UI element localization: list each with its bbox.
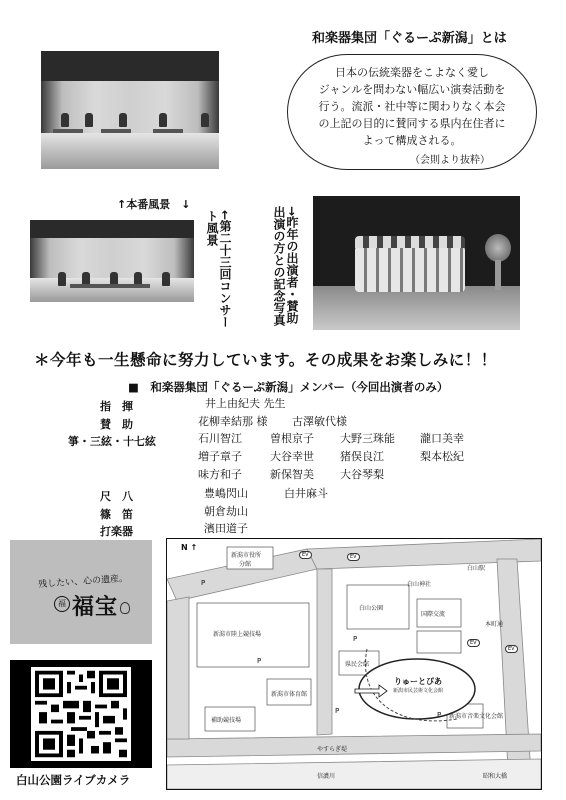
member-name: 大谷幸世: [270, 450, 314, 463]
parking-icon: P: [201, 579, 206, 587]
map-label-shrine: 白山神社: [407, 581, 432, 588]
live-camera-caption: 白山公園ライブカメラ: [16, 773, 131, 787]
about-line: ジャンルを問わない幅広い演奏活動を: [318, 83, 506, 96]
about-line: よって構成される。: [362, 134, 462, 147]
north-label: N: [181, 543, 188, 552]
map-ev-2: EV: [347, 553, 360, 561]
venue-label: [393, 676, 443, 694]
parking-icon: P: [437, 711, 442, 719]
live-camera-box: [10, 660, 152, 768]
about-line: の上記の目的に賛同する県内在住者に: [318, 117, 506, 130]
concert-scene-caption: ←第二十三回コンサート風景: [205, 210, 232, 329]
map-label-canal: やすらぎ堤: [317, 746, 348, 753]
headline: ＊今年も一生懸命に努力しています。その成果をお楽しみに！！: [34, 350, 497, 369]
ad-brand: 福宝: [72, 594, 119, 620]
member-name: 花柳幸結那 様: [198, 415, 268, 428]
member-name: 朝倉劫山: [204, 505, 248, 518]
map-label-river: 信濃川: [317, 773, 336, 780]
about-line: 行う。流派・社中等に関わりなく本会: [318, 100, 506, 113]
map-label-athletic-field: 新潟市陸上競技場: [213, 631, 262, 638]
members-title: ■ 和楽器集団「ぐるーぷ新潟」メンバー（今回出演者のみ）: [128, 380, 449, 394]
member-role: 打楽器: [100, 525, 133, 538]
map-label-hakusan-stn: 白山駅: [467, 565, 486, 572]
map-label-honmachi: 本町通: [485, 621, 504, 628]
member-role: 尺 八: [100, 490, 133, 503]
map-label-bridge: 昭和大橋: [483, 773, 508, 780]
concert-scene-photo: [30, 220, 194, 302]
map-label-music-hall: 新潟市音楽文化会館: [449, 713, 504, 720]
member-name: 井上由紀夫 先生: [205, 397, 286, 410]
member-name: 瀧口美幸: [420, 432, 464, 445]
member-role: 指 揮: [100, 400, 133, 413]
about-line: 日本の伝統楽器をこよなく愛し: [335, 66, 489, 79]
map-label-gym: 新潟市体育館: [271, 691, 308, 698]
member-name: 梨本松紀: [420, 450, 464, 463]
map-label-city-hall: 新潟市役所: [231, 552, 262, 559]
group-photo: [313, 196, 520, 330]
about-text: [298, 64, 526, 149]
map-label-aux-field: 補助競技場: [211, 717, 242, 724]
member-role: 賛 助: [100, 418, 133, 431]
member-name: 白井麻斗: [284, 487, 328, 500]
member-name: 新保智美: [270, 468, 314, 481]
member-role: 篠 笛: [100, 508, 133, 521]
map-label-annex: 国際交流: [421, 611, 446, 618]
ad-slogan: 残したい、心の遺産。: [37, 573, 129, 591]
member-name: 大野三珠能: [340, 432, 395, 445]
parking-icon: P: [257, 657, 262, 665]
parking-icon: P: [353, 635, 358, 643]
qr-code-icon: [31, 667, 131, 761]
north-indicator: N ↑: [181, 543, 198, 552]
map-ev-3: EV: [467, 639, 480, 647]
member-name: 増子章子: [198, 450, 242, 463]
group-photo-caption: →昨年の出演者・賛助出演の方との記念写真: [272, 206, 299, 326]
venue-name: りゅーとぴあ: [394, 677, 442, 686]
main-scene-caption: ↑本番風景 ↓: [117, 198, 191, 211]
member-name: 猪俣良江: [340, 450, 384, 463]
bulb-icon: [120, 602, 130, 614]
member-name: 古澤敏代様: [292, 415, 347, 428]
venue-sub: 新潟市民芸術文化会館: [393, 688, 444, 694]
about-source: （会則より抜粋）: [410, 155, 490, 166]
parking-icon: P: [335, 707, 340, 715]
member-name: 豊嶋閃山: [204, 487, 248, 500]
member-name: 石川智江: [198, 432, 242, 445]
ad-mark: [54, 596, 70, 612]
member-name: 味方和子: [198, 468, 242, 481]
about-heading: 和楽器集団「ぐるーぷ新潟」とは: [312, 31, 507, 46]
map-label-venue-big: 県民会館: [345, 661, 370, 668]
member-name: 大谷琴梨: [340, 468, 384, 481]
ad-mark-text: 福: [58, 599, 66, 608]
map-ev-1: EV: [299, 551, 312, 559]
map-label-branch: 分館: [239, 561, 252, 568]
map-ev-4: EV: [505, 645, 518, 653]
main-scene-photo: [41, 51, 219, 169]
fukuho-ad: [10, 540, 152, 644]
map-label-hakusan-park: 白山公園: [359, 605, 384, 612]
live-camera-qr[interactable]: [31, 667, 131, 761]
member-name: 曽根京子: [270, 432, 314, 445]
member-role: 箏・三絃・十七絃: [68, 435, 156, 448]
member-name: 濱田道子: [204, 522, 248, 535]
stage-floor: [41, 133, 219, 169]
access-map: [166, 538, 542, 790]
